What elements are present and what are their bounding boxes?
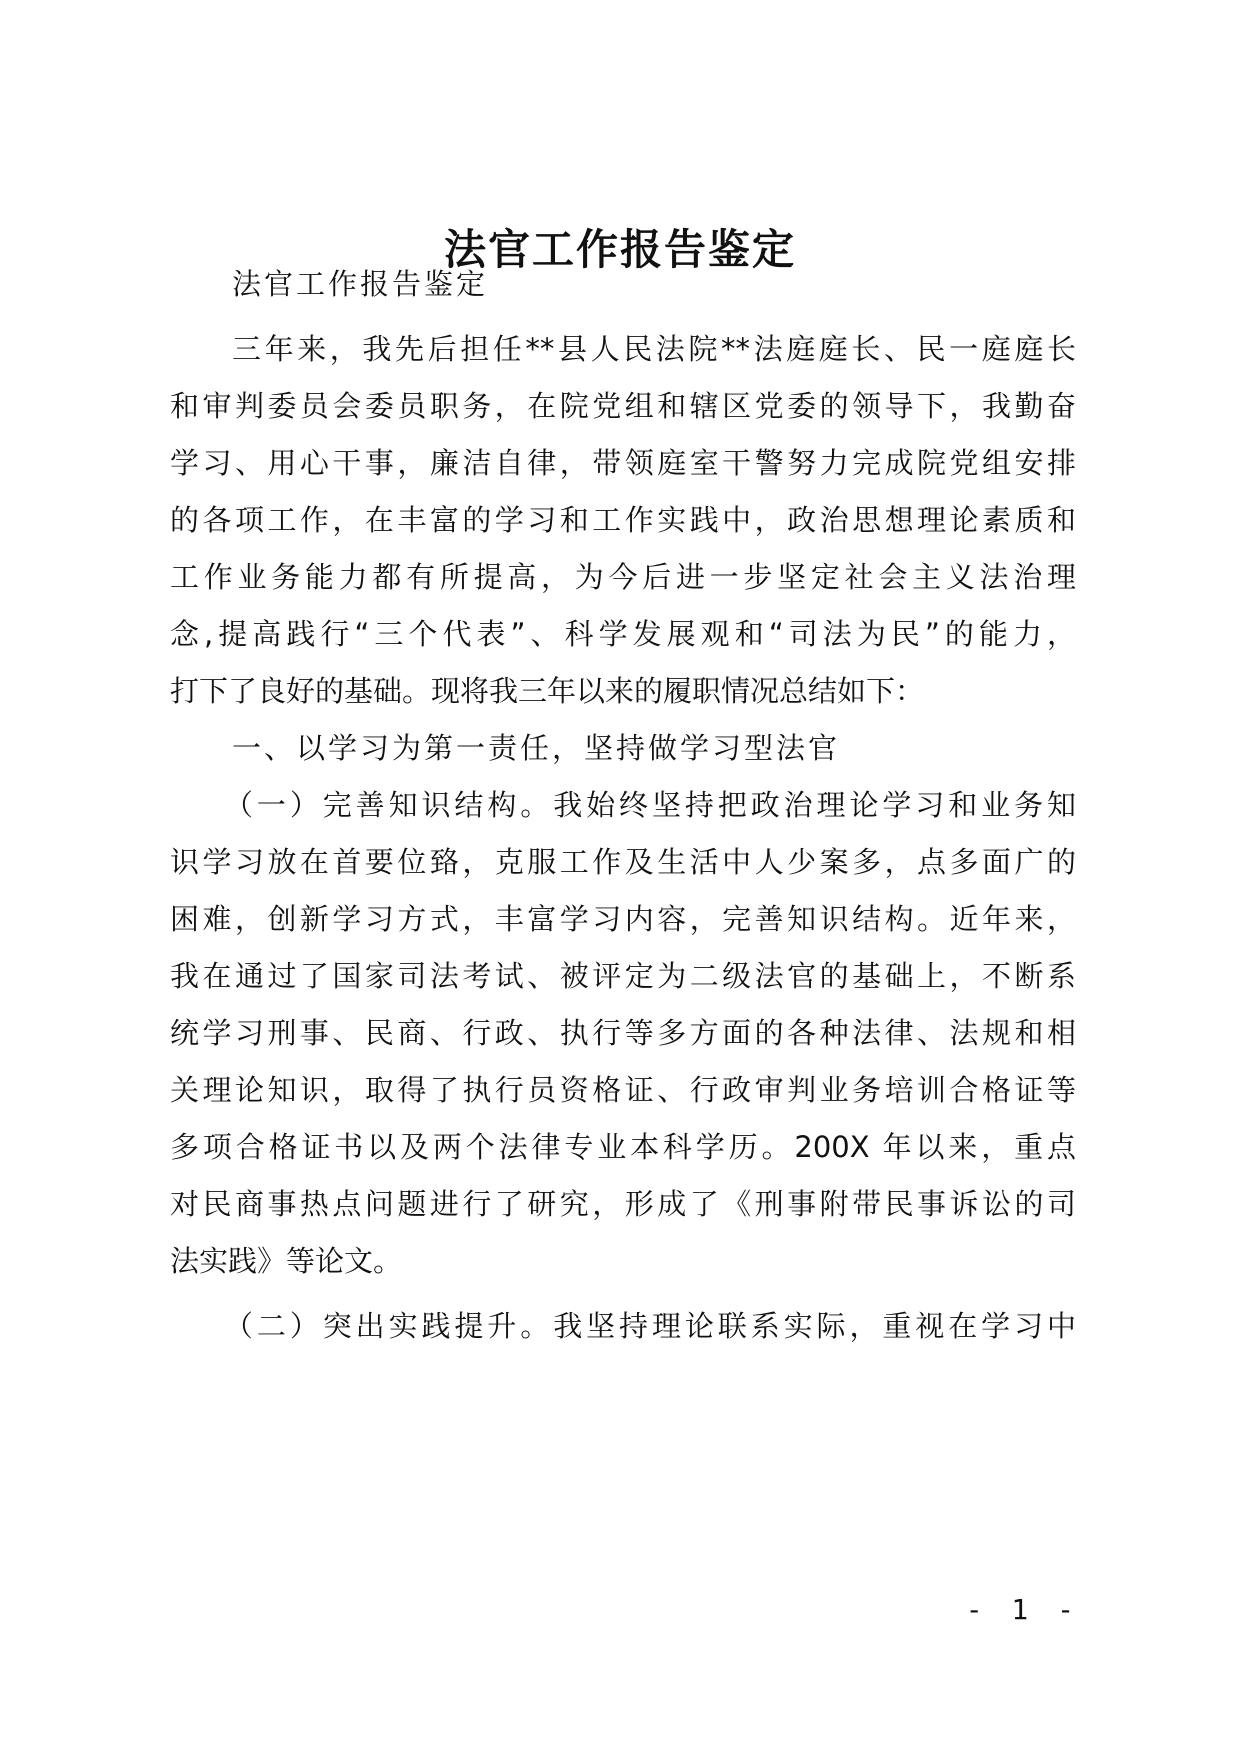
body-line: 打下了良好的基础。现将我三年以来的履职情况总结如下： [170, 674, 925, 708]
section-heading: 一、以学习为第一责任，坚持做学习型法官 [232, 731, 841, 765]
body-line: 多项合格证书以及两个法律专业本科学历。200X 年以来，重点 [170, 1130, 1076, 1164]
subtitle-line: 法官工作报告鉴定 [232, 267, 489, 301]
page-number: - 1 - [965, 1593, 1080, 1626]
body-line: 工作业务能力都有所提高，为今后进一步坚定社会主义法治理 [170, 560, 1076, 594]
body-line: 学习、用心干事，廉洁自律，带领庭室干警努力完成院党组安排 [170, 446, 1076, 480]
body-line: （二）突出实践提升。我坚持理论联系实际，重视在学习中 [224, 1309, 1076, 1343]
body-line: 我在通过了国家司法考试、被评定为二级法官的基础上，不断系 [170, 959, 1076, 993]
document-title: 法官工作报告鉴定 [443, 225, 796, 274]
body-line: 统学习刑事、民商、行政、执行等多方面的各种法律、法规和相 [170, 1016, 1076, 1050]
body-line: 法实践》等论文。 [170, 1244, 403, 1278]
body-line: 关理论知识，取得了执行员资格证、行政审判业务培训合格证等 [170, 1073, 1076, 1107]
body-line: 和审判委员会委员职务，在院党组和辖区党委的领导下，我勤奋 [170, 389, 1076, 423]
body-line: 困难，创新学习方式，丰富学习内容，完善知识结构。近年来， [170, 902, 1076, 936]
body-line: 的各项工作，在丰富的学习和工作实践中，政治思想理论素质和 [170, 503, 1076, 537]
body-line: 念,提高践行“三个代表”、科学发展观和“司法为民”的能力， [170, 617, 1076, 651]
body-line: （一）完善知识结构。我始终坚持把政治理论学习和业务知 [224, 788, 1076, 822]
body-line: 对民商事热点问题进行了研究，形成了《刑事附带民事诉讼的司 [170, 1187, 1076, 1221]
body-line: 识学习放在首要位臵，克服工作及生活中人少案多，点多面广的 [170, 845, 1076, 879]
body-line: 三年来，我先后担任**县人民法院**法庭庭长、民一庭庭长 [232, 332, 1076, 366]
